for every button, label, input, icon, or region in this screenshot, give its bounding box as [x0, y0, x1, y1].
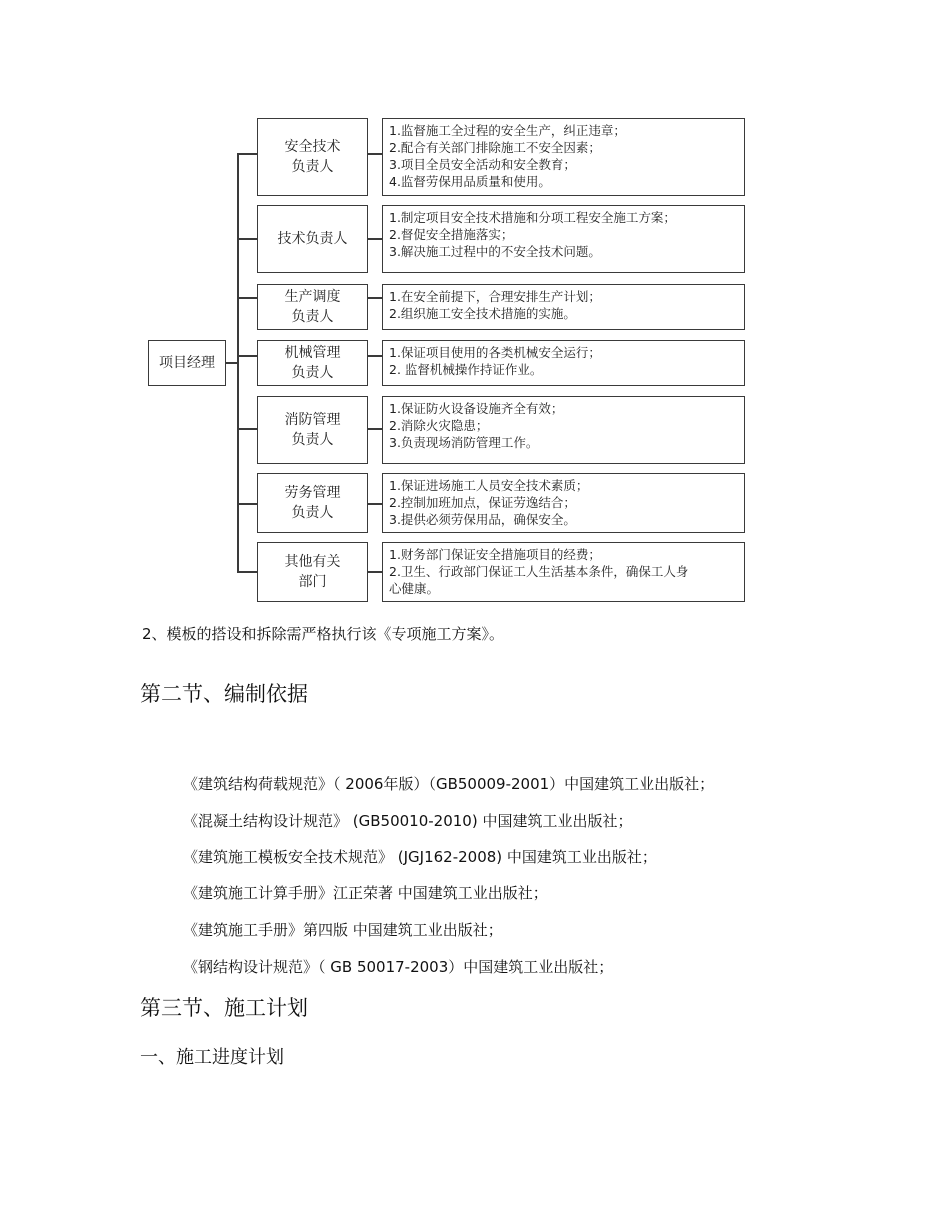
duty-item: 1.保证进场施工人员安全技术素质； [389, 478, 589, 493]
role-box [257, 284, 368, 330]
role-label: 生产调度 负责人 [284, 289, 341, 325]
trunk-line [237, 153, 239, 572]
role-box [257, 205, 368, 273]
section2-title: 第二节、编制依据 [140, 682, 308, 706]
role-box [257, 396, 368, 464]
role-label: 安全技术 负责人 [284, 139, 341, 175]
duty-box [382, 473, 745, 533]
duty-item: 3.负责现场消防管理工作。 [389, 435, 539, 450]
duty-item: 1.保证防火设备设施齐全有效； [389, 401, 564, 416]
duty-item: 3.提供必须劳保用品，确保安全。 [389, 512, 576, 527]
duty-item: 2. 监督机械操作持证作业。 [389, 362, 543, 377]
duty-box [382, 205, 745, 273]
role-label: 机械管理 负责人 [284, 345, 341, 381]
role-to-duty-line [368, 428, 382, 430]
branch-line [237, 297, 257, 299]
role-label: 技术负责人 [277, 231, 348, 247]
duty-item: 3.解决施工过程中的不安全技术问题。 [389, 244, 601, 259]
duty-item: 心健康。 [389, 581, 440, 596]
reference-item: 《建筑施工手册》第四版 中国建筑工业出版社； [183, 921, 503, 939]
duty-item: 2.卫生、行政部门保证工人生活基本条件，确保工人身 [389, 564, 689, 579]
duty-item: 3.项目全员安全活动和安全教育； [389, 157, 576, 172]
branch-line [237, 428, 257, 430]
role-to-duty-line [368, 503, 382, 505]
duty-box [382, 284, 745, 330]
duty-item: 1.在安全前提下，合理安排生产计划； [389, 289, 601, 304]
role-to-duty-line [368, 153, 382, 155]
duty-item: 2.控制加班加点，保证劳逸结合； [389, 495, 576, 510]
duty-box [382, 396, 745, 464]
root-box [148, 340, 226, 386]
role-to-duty-line [368, 355, 382, 357]
paragraph-2: 2、模板的搭设和拆除需严格执行该《专项施工方案》。 [142, 625, 505, 643]
branch-line [237, 238, 257, 240]
branch-line [237, 571, 257, 573]
root-label: 项目经理 [159, 355, 215, 371]
subsection-title: 一、施工进度计划 [140, 1047, 284, 1068]
duty-item: 1.制定项目安全技术措施和分项工程安全施工方案； [389, 210, 676, 225]
role-to-duty-line [368, 571, 382, 573]
duty-item: 1.监督施工全过程的安全生产，纠正违章； [389, 123, 626, 138]
branch-line [237, 503, 257, 505]
duty-box [382, 340, 745, 386]
reference-item: 《混凝土结构设计规范》 (GB50010-2010) 中国建筑工业出版社； [183, 812, 633, 830]
role-box [257, 340, 368, 386]
reference-item: 《建筑结构荷载规范》（ 2006年版）（GB50009-2001）中国建筑工业出版社； [183, 775, 715, 793]
role-label: 其他有关 部门 [284, 554, 341, 590]
duty-box [382, 542, 745, 602]
role-box [257, 542, 368, 602]
reference-item: 《建筑施工模板安全技术规范》 (JGJ162-2008) 中国建筑工业出版社； [183, 848, 657, 866]
duty-item: 2.督促安全措施落实； [389, 227, 514, 242]
role-box [257, 473, 368, 533]
duty-item: 2.消除火灾隐患； [389, 418, 489, 433]
branch-line [237, 153, 257, 155]
duty-item: 2.配合有关部门排除施工不安全因素； [389, 140, 601, 155]
role-box [257, 118, 368, 196]
role-to-duty-line [368, 238, 382, 240]
role-label: 消防管理 负责人 [284, 412, 341, 448]
duty-box [382, 118, 745, 196]
reference-item: 《建筑施工计算手册》江正荣著 中国建筑工业出版社； [183, 884, 548, 902]
branch-line [237, 355, 257, 357]
duty-item: 1.财务部门保证安全措施项目的经费； [389, 547, 601, 562]
reference-item: 《钢结构设计规范》（ GB 50017-2003）中国建筑工业出版社； [183, 958, 614, 976]
role-to-duty-line [368, 297, 382, 299]
section3-title: 第三节、施工计划 [140, 996, 308, 1020]
role-label: 劳务管理 负责人 [284, 485, 341, 521]
duty-item: 2.组织施工安全技术措施的实施。 [389, 306, 576, 321]
duty-item: 4.监督劳保用品质量和使用。 [389, 174, 551, 189]
duty-item: 1.保证项目使用的各类机械安全运行； [389, 345, 601, 360]
